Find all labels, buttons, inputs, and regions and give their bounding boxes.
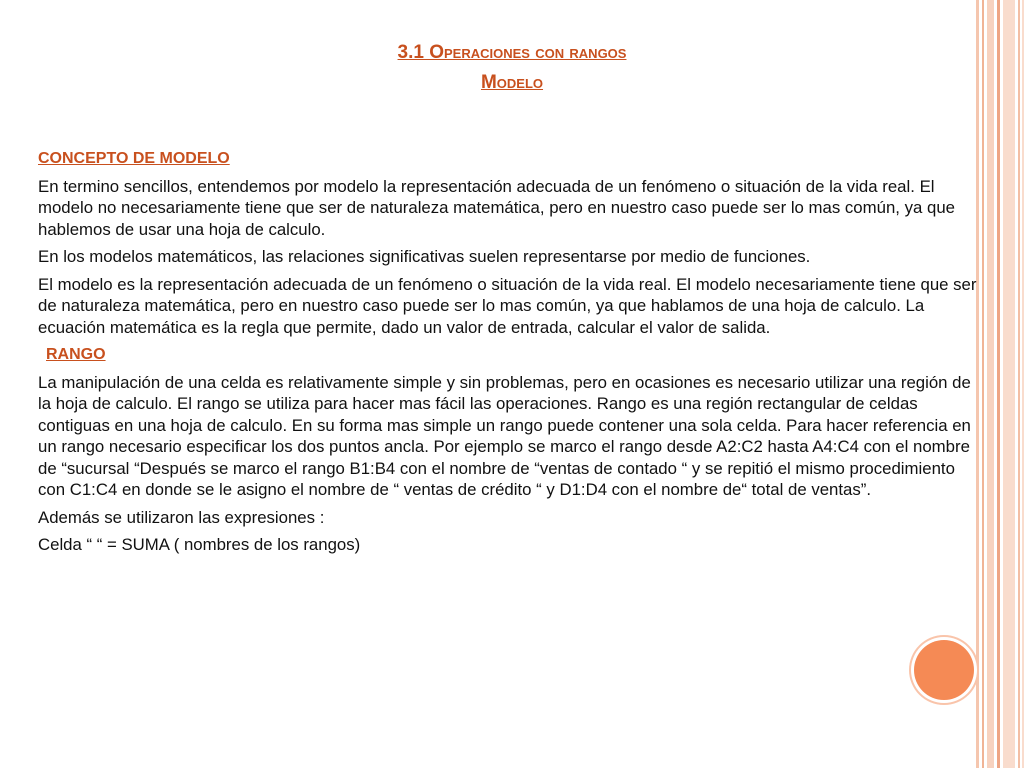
- paragraph-concepto-2: En los modelos matemáticos, las relaciones significativas suelen representarse por medio de funciones.: [38, 247, 811, 266]
- stripe: [997, 0, 1000, 768]
- decorative-circle: [914, 640, 974, 700]
- paragraph-rango-3: Celda “ “ = SUMA ( nombres de los rangos): [38, 535, 361, 554]
- paragraph-rango-2: Además se utilizaron las expresiones :: [38, 507, 325, 527]
- stripe: [1018, 0, 1020, 768]
- slide-body: [38, 148, 980, 562]
- stripe: [987, 0, 994, 768]
- section-heading-concepto: CONCEPTO DE MODELO: [38, 150, 230, 167]
- decorative-stripes: [976, 0, 1024, 768]
- slide-subtitle: Modelo: [480, 72, 544, 93]
- section-heading-rango: RANGO: [46, 346, 106, 363]
- slide-title: 3.1 Operaciones con rangos: [397, 42, 627, 63]
- paragraph-concepto-1: En termino sencillos, entendemos por modelo la representación adecuada de un fenómeno o situación de la vida real. El modelo no necesariamente tiene que ser de naturaleza matemática, pero en nuestro caso puede ser lo mas común, ya que hablemos de usar una hoja de calculo.: [38, 176, 955, 239]
- stripe: [982, 0, 984, 768]
- paragraph-concepto-3: El modelo es la representación adecuada de un fenómeno o situación de la vida real. El modelo necesariamente tiene que ser de naturaleza matemática, pero en nuestro caso puede ser lo mas común, ya que hablamos de una hoja de calculo. La ecuación matemática es la regla que permite, dado un valor de entrada, calcular el valor de salida.: [38, 274, 977, 337]
- paragraph-rango-1: La manipulación de una celda es relativamente simple y sin problemas, pero en ocasiones es necesario utilizar una región de la hoja de calculo. El rango se utiliza para hacer mas fácil las operaciones. Rango es una región rectangular de celdas contiguas en una hoja de calculo. En su forma mas simple un rango puede contener una sola celda. Para hacer referencia en un rango necesario especificar los dos puntos ancla. Por ejemplo se marco el rango desde A2:C2 hasta A4:C4 con el nombre de “sucursal “Después se marco el rango B1:B4 con el nombre de “ventas de contado “ y se repitió el mismo procedimiento con C1:C4 en donde se le asigno el nombre de “ ventas de crédito “ y D1:D4 con el nombre de“ total de ventas”.: [38, 372, 971, 499]
- stripe: [1003, 0, 1015, 768]
